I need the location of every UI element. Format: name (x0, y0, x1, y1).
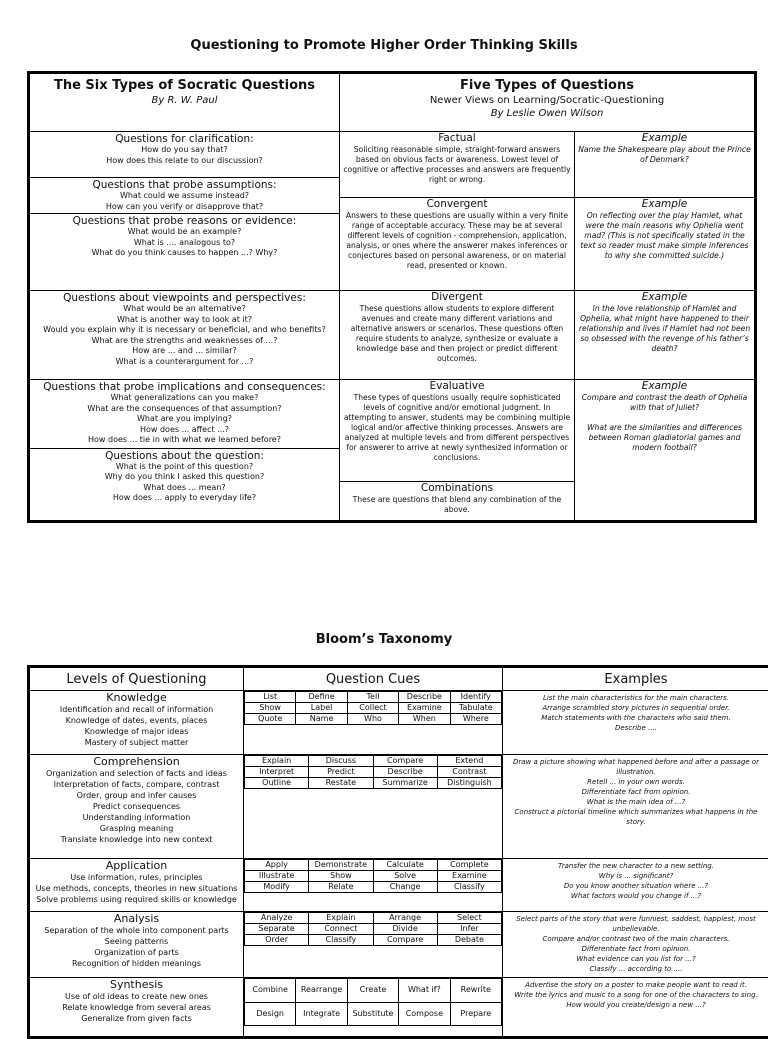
question-cue: Explain (309, 913, 373, 924)
bloom-example: Advertise the story on a poster to make people want to read it. (506, 980, 766, 990)
question-type-name: Combinations (343, 482, 571, 495)
question-type-description: Answers to these questions are usually within a very finite range of acceptable accuracy. These may be at several different levels of cognition - comprehension, application, analysis, or ones where the answerer makes inferences or conjectures based on personal awareness, or on material read, presented or known. (343, 211, 571, 271)
bloom-example: Do you know another situation where ...? (506, 881, 766, 891)
socratic-question: What is the point of this question? (32, 462, 337, 473)
bloom-example: Transfer the new character to a new setting. (506, 861, 766, 871)
level-description: Use methods, concepts, theories in new situations (31, 883, 242, 894)
bloom-example: Arrange scrambled story pictures in sequential order. (506, 703, 766, 713)
question-cue: Who (347, 714, 398, 725)
bloom-level-knowledge (29, 691, 244, 755)
bloom-example: What evidence can you list for ...? (506, 954, 766, 964)
example-text: In the love relationship of Hamlet and Ophelia, what might have happened to their relationship and lives if Hamlet had not been so obsessed with the revenge of his father’s death? (578, 304, 751, 354)
question-type-convergent (340, 198, 575, 291)
question-cue: List (245, 692, 296, 703)
bloom-taxonomy-table (27, 665, 768, 1039)
bloom-examples-knowledge (503, 691, 768, 755)
bloom-example: Construct a pictorial timeline which summarizes what happens in the story. (506, 807, 766, 827)
level-name: Knowledge (31, 691, 242, 704)
question-cue: Rewrite (450, 979, 501, 1003)
level-description: Use of old ideas to create new ones (31, 991, 242, 1002)
socratic-question: What would be an alternative? (32, 304, 337, 315)
question-cue: Prepare (450, 1002, 501, 1026)
question-cue: Compare (373, 756, 437, 767)
level-description: Understanding information (31, 812, 242, 823)
question-cue: Classify (437, 882, 501, 893)
level-description: Knowledge of major ideas (31, 726, 242, 737)
example-convergent (575, 198, 756, 291)
question-cue: Debate (437, 935, 501, 946)
level-description: Generalize from given facts (31, 1013, 242, 1024)
socratic-group (29, 291, 340, 380)
question-cue: Apply (245, 860, 309, 871)
question-type-divergent (340, 291, 575, 380)
socratic-question: How do you say that? (32, 145, 337, 156)
question-cue: Explain (245, 756, 309, 767)
question-cues-knowledge (244, 691, 503, 755)
question-cue: Divide (373, 924, 437, 935)
question-cue: Modify (245, 882, 309, 893)
question-type-description: These are questions that blend any combination of the above. (343, 495, 571, 515)
level-description: Recognition of hidden meanings (31, 958, 242, 969)
bloom-example: Describe .... (506, 723, 766, 733)
example-heading: Example (578, 291, 751, 304)
question-type-name: Factual (343, 132, 571, 145)
question-cue: Separate (245, 924, 309, 935)
level-description: Predict consequences (31, 801, 242, 812)
example-factual (575, 132, 756, 198)
socratic-question: What is another way to look at it? (32, 315, 337, 326)
question-cue: When (399, 714, 450, 725)
question-cue: Tabulate (450, 703, 501, 714)
question-cue: Compose (399, 1002, 450, 1026)
socratic-question: What is a counterargument for ...? (32, 357, 337, 368)
socratic-group-heading: Questions that probe implications and consequences: (32, 381, 337, 393)
level-description: Organization of parts (31, 947, 242, 958)
question-cues-analysis (244, 912, 503, 978)
question-type-description: Soliciting reasonable simple, straight-forward answers based on obvious facts or awareness. Lowest level of cognitive or affective processes and answers are frequently right or wrong. (343, 145, 571, 185)
bloom-example: Differentiate fact from opinion. (506, 944, 766, 954)
bloom-level-analysis (29, 912, 244, 978)
socratic-header (29, 73, 340, 132)
question-cues-comprehension (244, 755, 503, 859)
question-cue: Name (296, 714, 347, 725)
bloom-examples-application (503, 859, 768, 912)
question-cue: Complete (437, 860, 501, 871)
question-cue: Define (296, 692, 347, 703)
socratic-question: How does ... apply to everyday life? (32, 493, 337, 504)
five-types-heading: Five Types of Questions (342, 78, 752, 93)
question-cue: Quote (245, 714, 296, 725)
socratic-question: What generalizations can you make? (32, 393, 337, 404)
question-cue: Identify (450, 692, 501, 703)
question-cue: Change (373, 882, 437, 893)
question-cues-application (244, 859, 503, 912)
question-type-description: These types of questions usually require sophisticated levels of cognitive and/or emotional judgment. In attempting to answer, students may be combining multiple logical and/or affective thinking processes. Answers are analyzed at multiple levels and from different perspectives for answerer to arrive at newly synthesized information or conclusions. (343, 393, 571, 463)
socratic-question: How does ... affect ...? (32, 425, 337, 436)
level-description: Relate knowledge from several areas (31, 1002, 242, 1013)
page-title: Questioning to Promote Higher Order Thinking Skills (0, 38, 768, 53)
question-cue: Integrate (296, 1002, 347, 1026)
question-type-evaluative (340, 380, 575, 482)
bloom-examples-analysis (503, 912, 768, 978)
level-name: Synthesis (31, 978, 242, 991)
bloom-level-synthesis (29, 978, 244, 1038)
question-cue: Describe (373, 767, 437, 778)
bloom-example: How would you create/design a new ...? (506, 1000, 766, 1010)
question-cue: Show (309, 871, 373, 882)
bloom-header-cues: Question Cues (244, 667, 503, 691)
question-cue: Distinguish (437, 778, 501, 789)
socratic-group-heading: Questions about viewpoints and perspectives: (32, 292, 337, 304)
bloom-examples-comprehension (503, 755, 768, 859)
question-cue: Show (245, 703, 296, 714)
question-cue: Create (347, 979, 398, 1003)
level-name: Application (31, 859, 242, 872)
bloom-example: Compare and/or contrast two of the main characters. (506, 934, 766, 944)
level-name: Comprehension (31, 755, 242, 768)
socratic-group-heading: Questions about the question: (32, 450, 337, 462)
socratic-question: How does ... tie in with what we learned before? (32, 435, 337, 446)
question-cue: Relate (309, 882, 373, 893)
socratic-question: What are the strengths and weaknesses of ...? (32, 336, 337, 347)
question-cue: Arrange (373, 913, 437, 924)
question-cue: Collect (347, 703, 398, 714)
bloom-example: Draw a picture showing what happened before and after a passage or illustration. (506, 757, 766, 777)
bloom-example: Why is ... significant? (506, 871, 766, 881)
socratic-question: Why do you think I asked this question? (32, 472, 337, 483)
question-type-combinations (340, 482, 575, 522)
five-types-subtitle: Newer Views on Learning/Socratic-Questioning (342, 95, 752, 106)
example-heading: Example (578, 132, 751, 145)
bloom-header-levels: Levels of Questioning (29, 667, 244, 691)
level-description: Organization and selection of facts and ideas (31, 768, 242, 779)
level-description: Translate knowledge into new context (31, 834, 242, 845)
socratic-heading: The Six Types of Socratic Questions (32, 78, 337, 93)
question-cue: Substitute (347, 1002, 398, 1026)
example-text: Name the Shakespeare play about the Prince of Denmark? (578, 145, 751, 165)
socratic-question: How can you verify or disapprove that? (32, 202, 337, 213)
example-heading: Example (578, 380, 751, 393)
question-cue: Contrast (437, 767, 501, 778)
bloom-level-comprehension (29, 755, 244, 859)
socratic-author: By R. W. Paul (32, 95, 337, 106)
bloom-example: What is the main idea of ...? (506, 797, 766, 807)
question-cue: Analyze (245, 913, 309, 924)
bloom-examples-synthesis (503, 978, 768, 1038)
question-type-description: These questions allow students to explore different avenues and create many different variations and alternative answers or scenarios. These questions often require students to analyze, synthesize or evaluate a knowledge base and then project or predict different outcomes. (343, 304, 571, 364)
socratic-question: What would be an example? (32, 227, 337, 238)
question-cue: Compare (373, 935, 437, 946)
five-types-author: By Leslie Owen Wilson (342, 108, 752, 119)
bloom-example: Retell ... in your own words. (506, 777, 766, 787)
socratic-question: What do you think causes to happen ...? Why? (32, 248, 337, 259)
question-cue: Select (437, 913, 501, 924)
bloom-example: Differentiate fact from opinion. (506, 787, 766, 797)
level-description: Mastery of subject matter (31, 737, 242, 748)
question-type-name: Convergent (343, 198, 571, 211)
bloom-title: Bloom’s Taxonomy (0, 632, 768, 647)
question-cue: Examine (437, 871, 501, 882)
example-evaluative (575, 380, 756, 522)
question-cue: What if? (399, 979, 450, 1003)
question-cue: Design (245, 1002, 296, 1026)
bloom-example: Classify ... according to .... (506, 964, 766, 974)
question-type-name: Evaluative (343, 380, 571, 393)
level-name: Analysis (31, 912, 242, 925)
question-cue: Illustrate (245, 871, 309, 882)
example-text: On reflecting over the play Hamlet, what were the main reasons why Ophelia went mad? (This is not specifically stated in the text so reader must make simple inferences to why she committed suicide.) (578, 211, 751, 261)
question-cue: Rearrange (296, 979, 347, 1003)
level-description: Separation of the whole into component parts (31, 925, 242, 936)
bloom-example: Write the lyrics and music to a song for one of the characters to sing. (506, 990, 766, 1000)
question-cue: Order (245, 935, 309, 946)
level-description: Solve problems using required skills or knowledge (31, 894, 242, 905)
question-cue: Restate (309, 778, 373, 789)
socratic-question: What are you implying? (32, 414, 337, 425)
question-cue: Where (450, 714, 501, 725)
socratic-questions-table (27, 71, 757, 523)
level-description: Interpretation of facts, compare, contrast (31, 779, 242, 790)
level-description: Identification and recall of information (31, 704, 242, 715)
question-cue: Extend (437, 756, 501, 767)
example-divergent (575, 291, 756, 380)
socratic-question: What does ... mean? (32, 483, 337, 494)
bloom-header-examples: Examples (503, 667, 768, 691)
level-description: Use information, rules, principles (31, 872, 242, 883)
bloom-example: Select parts of the story that were funniest, saddest, happiest, most unbelievable. (506, 914, 766, 934)
question-cue: Examine (399, 703, 450, 714)
bloom-example: List the main characteristics for the main characters. (506, 693, 766, 703)
example-text: Compare and contrast the death of Ophelia with that of Juliet? (578, 393, 751, 413)
question-cue: Outline (245, 778, 309, 789)
level-description: Order, group and infer causes (31, 790, 242, 801)
level-description: Seeing patterns (31, 936, 242, 947)
bloom-example: Match statements with the characters who said them. (506, 713, 766, 723)
question-cue: Calculate (373, 860, 437, 871)
socratic-group (29, 132, 340, 291)
bloom-example: What factors would you change if ...? (506, 891, 766, 901)
socratic-question: What is .... analogous to? (32, 238, 337, 249)
question-cue: Discuss (309, 756, 373, 767)
socratic-question: Would you explain why it is necessary or beneficial, and who benefits? (32, 325, 337, 336)
bloom-level-application (29, 859, 244, 912)
question-cues-synthesis (244, 978, 503, 1038)
socratic-question: How are ... and ... similar? (32, 346, 337, 357)
question-cue: Classify (309, 935, 373, 946)
socratic-group-heading: Questions that probe assumptions: (32, 179, 337, 191)
socratic-group-heading: Questions for clarification: (32, 133, 337, 145)
question-cue: Tell (347, 692, 398, 703)
question-cue: Infer (437, 924, 501, 935)
question-cue: Describe (399, 692, 450, 703)
socratic-question: What could we assume instead? (32, 191, 337, 202)
question-cue: Solve (373, 871, 437, 882)
question-cue: Combine (245, 979, 296, 1003)
question-type-factual (340, 132, 575, 198)
question-cue: Summarize (373, 778, 437, 789)
socratic-question: How does this relate to our discussion? (32, 156, 337, 167)
question-cue: Connect (309, 924, 373, 935)
five-types-header (340, 73, 756, 132)
example-text-2: What are the similarities and differences between Roman gladiatorial games and modern football? (578, 423, 751, 453)
socratic-group (29, 380, 340, 522)
socratic-group-heading: Questions that probe reasons or evidence: (32, 215, 337, 227)
question-cue: Predict (309, 767, 373, 778)
level-description: Grasping meaning (31, 823, 242, 834)
example-heading: Example (578, 198, 751, 211)
level-description: Knowledge of dates, events, places (31, 715, 242, 726)
socratic-question: What are the consequences of that assumption? (32, 404, 337, 415)
question-cue: Interpret (245, 767, 309, 778)
question-cue: Label (296, 703, 347, 714)
question-cue: Demonstrate (309, 860, 373, 871)
question-type-name: Divergent (343, 291, 571, 304)
